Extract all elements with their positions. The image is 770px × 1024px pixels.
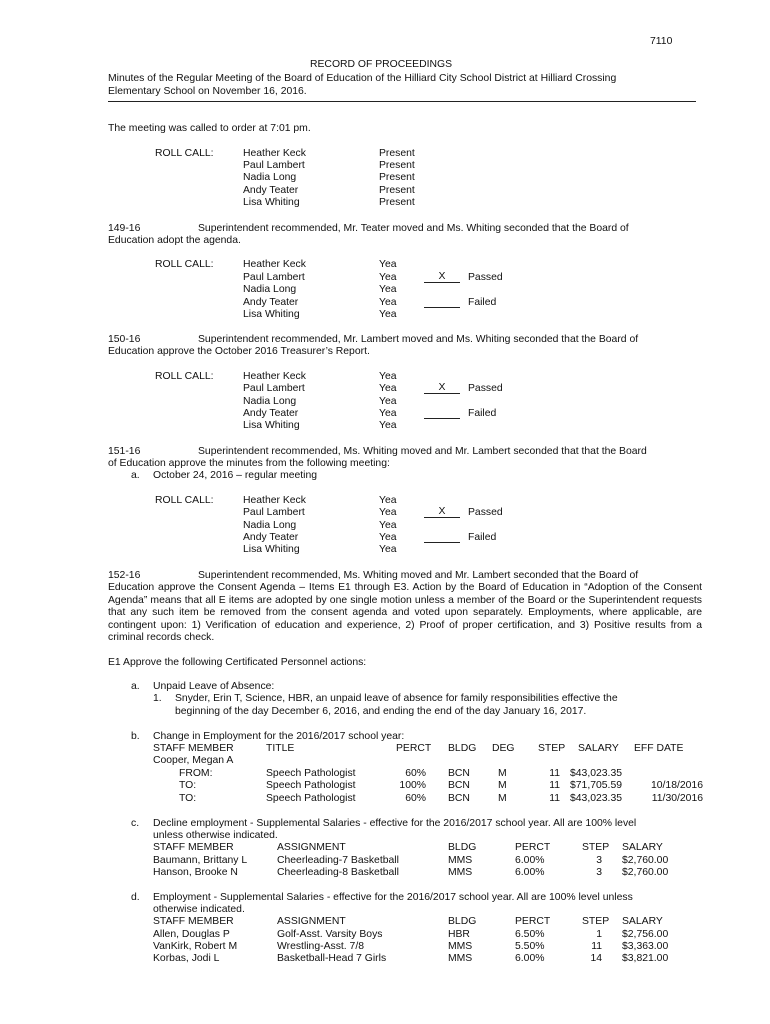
- member-name: Nadia Long: [243, 284, 297, 295]
- col-header: STEP: [582, 916, 610, 927]
- cell-assignment: Wrestling-Asst. 7/8: [277, 941, 365, 952]
- cell-name: Hanson, Brooke N: [153, 867, 238, 878]
- minutes-subtitle-line2: Elementary School on November 16, 2016.: [108, 86, 307, 97]
- cell-perct: 6.50%: [515, 929, 545, 940]
- col-header: TITLE: [266, 743, 295, 754]
- col-header: ASSIGNMENT: [277, 916, 346, 927]
- vote: Yea: [379, 408, 397, 419]
- cell-title: Speech Pathologist: [266, 768, 356, 779]
- col-header: EFF DATE: [634, 743, 684, 754]
- vote: Yea: [379, 259, 397, 270]
- cell-perct: 100%: [399, 780, 426, 791]
- motion-id: 149-16: [108, 223, 141, 234]
- leave-text: Snyder, Erin T, Science, HBR, an unpaid leave of absence for family responsibilities effective the: [175, 693, 618, 704]
- cell-deg: M: [498, 793, 507, 804]
- cell-step: 11: [591, 941, 602, 952]
- member-name: Paul Lambert: [243, 383, 305, 394]
- cell-step: 11: [549, 793, 560, 804]
- member-name: Lisa Whiting: [243, 420, 300, 431]
- cell-step: 11: [549, 768, 560, 779]
- member-name: Heather Keck: [243, 259, 306, 270]
- row-label: TO:: [179, 780, 197, 791]
- motion-text: Superintendent recommended, Ms. Whiting moved and Mr. Lambert seconded that the Board of: [198, 570, 639, 581]
- item-title: Change in Employment for the 2016/2017 school year:: [153, 731, 405, 742]
- cell-salary: $2,760.00: [622, 855, 669, 866]
- attendance-status: Present: [379, 185, 415, 196]
- cell-salary: $43,023.35: [570, 793, 623, 804]
- attendance-status: Present: [379, 148, 415, 159]
- member-name: Heather Keck: [243, 371, 306, 382]
- sub-item-text: October 24, 2016 – regular meeting: [153, 470, 318, 481]
- col-header: STAFF MEMBER: [153, 743, 234, 754]
- col-header: SALARY: [622, 916, 663, 927]
- item-title: Decline employment - Supplemental Salaries - effective for the 2016/2017 school year. All are 100% level: [153, 818, 637, 829]
- col-header: SALARY: [578, 743, 619, 754]
- call-to-order: The meeting was called to order at 7:01 pm.: [108, 123, 311, 134]
- cell-step: 1: [596, 929, 602, 940]
- cell-name: Baumann, Brittany L: [153, 855, 248, 866]
- attendance-status: Present: [379, 172, 415, 183]
- cell-perct: 6.00%: [515, 953, 545, 964]
- cell-step: 3: [596, 855, 602, 866]
- failed-mark: [424, 296, 460, 308]
- header-rule: [108, 101, 696, 102]
- row-label: TO:: [179, 793, 197, 804]
- failed-mark: [424, 531, 460, 543]
- cell-bldg: HBR: [448, 929, 470, 940]
- cell-salary: $3,821.00: [622, 953, 669, 964]
- cell-salary: $2,756.00: [622, 929, 669, 940]
- cell-title: Speech Pathologist: [266, 780, 356, 791]
- vote: Yea: [379, 284, 397, 295]
- member-name: Nadia Long: [243, 396, 297, 407]
- passed-mark: X: [424, 271, 460, 283]
- cell-perct: 60%: [405, 793, 426, 804]
- cell-name: VanKirk, Robert M: [153, 941, 238, 952]
- staff-member: Cooper, Megan A: [153, 755, 234, 766]
- passed-label: Passed: [468, 272, 503, 283]
- sub-item-letter: a.: [131, 470, 140, 481]
- motion-text: Superintendent recommended, Ms. Whiting moved and Mr. Lambert seconded that that the Board: [198, 446, 647, 457]
- col-header: BLDG: [448, 743, 477, 754]
- cell-bldg: MMS: [448, 855, 473, 866]
- consent-agenda-paragraph: Education approve the Consent Agenda – Items E1 through E3. Action by the Board of Education in “Adoption of the Consent Agenda” means that all E items are adopted by one single motion unless a member of the Board or the Superintendent requests that any such item be removed from the consent agenda and voted upon separately. Employments, where applicable, are contingent upon: 1) Verification of education and experience, 2) Proof of proper certification, and 3) Positive results from a criminal records check.: [108, 582, 702, 643]
- member-name: Lisa Whiting: [243, 309, 300, 320]
- item-title: Employment - Supplemental Salaries - effective for the 2016/2017 school year. All are 100% level unless: [153, 892, 633, 903]
- cell-deg: M: [498, 768, 507, 779]
- item-letter: b.: [131, 731, 140, 742]
- vote: Yea: [379, 520, 397, 531]
- item-title: Unpaid Leave of Absence:: [153, 681, 275, 692]
- member-name: Andy Teater: [243, 532, 299, 543]
- vote: Yea: [379, 309, 397, 320]
- passed-label: Passed: [468, 383, 503, 394]
- cell-bldg: MMS: [448, 867, 473, 878]
- cell-salary: $2,760.00: [622, 867, 669, 878]
- leave-text-cont: beginning of the day December 6, 2016, and ending the end of the day January 16, 2017.: [175, 706, 587, 717]
- member-name: Lisa Whiting: [243, 544, 300, 555]
- cell-date: 10/18/2016: [650, 780, 703, 791]
- member-name: Nadia Long: [243, 172, 297, 183]
- member-name: Nadia Long: [243, 520, 297, 531]
- passed-mark: X: [424, 506, 460, 518]
- member-name: Heather Keck: [243, 148, 306, 159]
- cell-date: 11/30/2016: [651, 793, 703, 804]
- cell-bldg: BCN: [448, 780, 470, 791]
- member-name: Paul Lambert: [243, 272, 305, 283]
- item-title-cont: otherwise indicated.: [153, 904, 245, 915]
- minutes-subtitle-line1: Minutes of the Regular Meeting of the Board of Education of the Hilliard City School District at Hilliard Crossing: [108, 73, 617, 84]
- motion-id: 152-16: [108, 570, 141, 581]
- vote: Yea: [379, 420, 397, 431]
- cell-name: Allen, Douglas P: [153, 929, 230, 940]
- roll-call-label: ROLL CALL:: [155, 495, 214, 506]
- failed-label: Failed: [468, 297, 497, 308]
- motion-text: Superintendent recommended, Mr. Lambert moved and Ms. Whiting seconded that the Board of: [198, 334, 639, 345]
- vote: Yea: [379, 272, 397, 283]
- col-header: BLDG: [448, 916, 477, 927]
- col-header: ASSIGNMENT: [277, 842, 346, 853]
- col-header: BLDG: [448, 842, 477, 853]
- vote: Yea: [379, 507, 397, 518]
- passed-mark: X: [424, 382, 460, 394]
- cell-name: Korbas, Jodi L: [153, 953, 220, 964]
- member-name: Heather Keck: [243, 495, 306, 506]
- cell-bldg: MMS: [448, 941, 473, 952]
- failed-mark: [424, 407, 460, 419]
- vote: Yea: [379, 371, 397, 382]
- member-name: Lisa Whiting: [243, 197, 300, 208]
- col-header: PERCT: [515, 842, 551, 853]
- cell-bldg: BCN: [448, 793, 470, 804]
- vote: Yea: [379, 532, 397, 543]
- cell-perct: 6.00%: [515, 867, 545, 878]
- item-letter: a.: [131, 681, 140, 692]
- member-name: Paul Lambert: [243, 507, 305, 518]
- col-header: STEP: [538, 743, 566, 754]
- vote: Yea: [379, 396, 397, 407]
- failed-label: Failed: [468, 408, 497, 419]
- cell-step: 11: [549, 780, 560, 791]
- item-title-cont: unless otherwise indicated.: [153, 830, 278, 841]
- cell-perct: 60%: [405, 768, 426, 779]
- motion-text: Superintendent recommended, Mr. Teater moved and Ms. Whiting seconded that the Board of: [198, 223, 629, 234]
- motion-text-cont: Education approve the October 2016 Treasurer’s Report.: [108, 346, 370, 357]
- roll-call-label: ROLL CALL:: [155, 371, 214, 382]
- col-header: PERCT: [515, 916, 551, 927]
- cell-salary: $43,023.35: [570, 768, 623, 779]
- attendance-status: Present: [379, 197, 415, 208]
- col-header: SALARY: [622, 842, 663, 853]
- cell-assignment: Basketball-Head 7 Girls: [277, 953, 387, 964]
- cell-assignment: Cheerleading-8 Basketball: [277, 867, 399, 878]
- vote: Yea: [379, 544, 397, 555]
- motion-id: 150-16: [108, 334, 141, 345]
- vote: Yea: [379, 297, 397, 308]
- item-number: 1.: [153, 693, 162, 704]
- cell-perct: 5.50%: [515, 941, 545, 952]
- item-letter: d.: [131, 892, 140, 903]
- cell-assignment: Golf-Asst. Varsity Boys: [277, 929, 383, 940]
- motion-text-cont: of Education approve the minutes from the following meeting:: [108, 458, 390, 469]
- record-title: RECORD OF PROCEEDINGS: [310, 59, 453, 70]
- member-name: Paul Lambert: [243, 160, 305, 171]
- motion-text-cont: Education adopt the agenda.: [108, 235, 241, 246]
- attendance-status: Present: [379, 160, 415, 171]
- roll-call-label: ROLL CALL:: [155, 259, 214, 270]
- item-letter: c.: [131, 818, 140, 829]
- cell-salary: $71,705.59: [570, 780, 623, 791]
- member-name: Andy Teater: [243, 185, 299, 196]
- page-number: 7110: [650, 36, 673, 47]
- cell-salary: $3,363.00: [622, 941, 669, 952]
- cell-step: 14: [590, 953, 602, 964]
- e1-heading: E1 Approve the following Certificated Personnel actions:: [108, 657, 367, 668]
- cell-bldg: BCN: [448, 768, 470, 779]
- passed-label: Passed: [468, 507, 503, 518]
- col-header: STAFF MEMBER: [153, 842, 234, 853]
- vote: Yea: [379, 383, 397, 394]
- row-label: FROM:: [179, 768, 213, 779]
- cell-assignment: Cheerleading-7 Basketball: [277, 855, 399, 866]
- member-name: Andy Teater: [243, 297, 299, 308]
- cell-bldg: MMS: [448, 953, 473, 964]
- roll-call-label: ROLL CALL:: [155, 148, 214, 159]
- cell-step: 3: [596, 867, 602, 878]
- col-header: PERCT: [396, 743, 432, 754]
- vote: Yea: [379, 495, 397, 506]
- member-name: Andy Teater: [243, 408, 299, 419]
- cell-deg: M: [498, 780, 507, 791]
- col-header: DEG: [492, 743, 515, 754]
- failed-label: Failed: [468, 532, 497, 543]
- col-header: STAFF MEMBER: [153, 916, 234, 927]
- cell-perct: 6.00%: [515, 855, 545, 866]
- col-header: STEP: [582, 842, 610, 853]
- motion-id: 151-16: [108, 446, 141, 457]
- cell-title: Speech Pathologist: [266, 793, 356, 804]
